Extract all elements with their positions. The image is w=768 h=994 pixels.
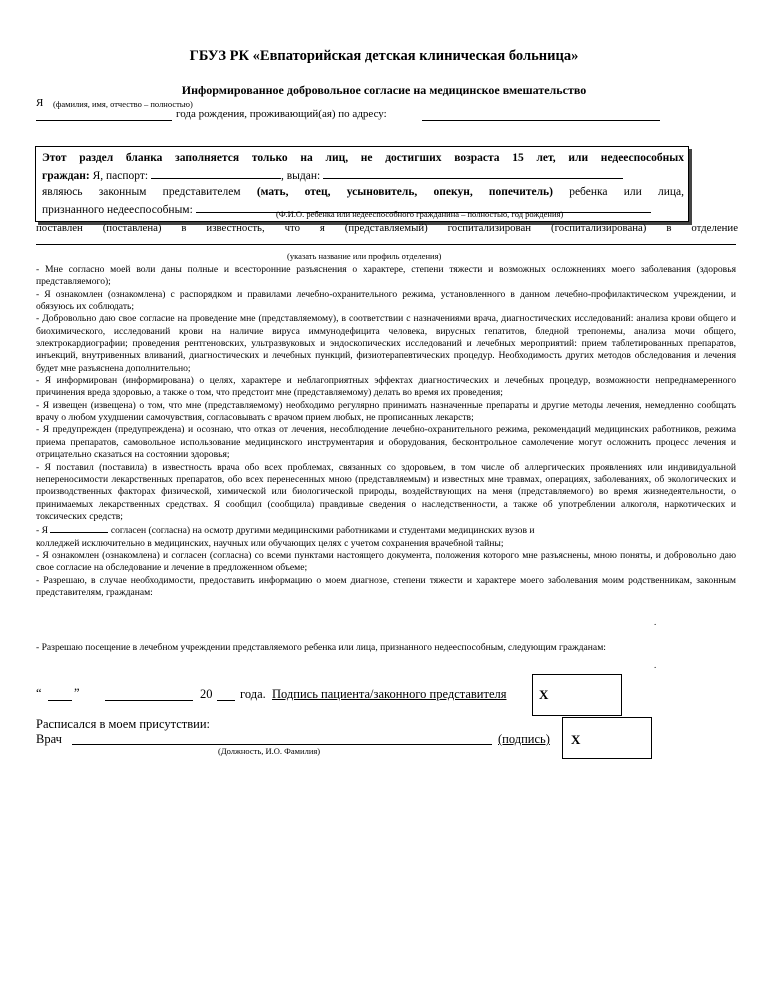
year-suffix: года. (240, 687, 266, 701)
dot-mark: . (654, 617, 657, 627)
clause: - Я предупрежден (предупреждена) и осознаю, что отказ от лечения, несоблюдение лечебно-охранительного режима, рекомендаций медицинских работников, режима приема препаратов, самовольное использование медицинского инструментария и оборудования, бесконтрольное самолечение могут осложнить процесс лечения и отрицательно сказаться на состоянии здоровья; (36, 424, 736, 461)
passport-input-line[interactable] (151, 167, 281, 179)
clause: - Я информирован (информирована) о целях, характере и неблагоприятных эффектах диагностических и лечебных процедур, возможности непреднамеренного причинения вреда здоровью, а также о том, что предстоит мне (представляемому) делать во время их проведения; (36, 375, 736, 399)
open-quote: “ (36, 686, 42, 700)
clause-student-consent-cont: колледжей исключительно в медицинских, научных или обучающих целях с учетом сохранения врачебной тайны; (36, 537, 504, 549)
doctor-name-input-line[interactable] (72, 744, 492, 745)
box-line-3: являюсь законным представителем (мать, отец, усыновитель, опекун, попечитель) ребенка или лица, (42, 186, 685, 198)
department-notice: поставлен (поставлена) в известность, что я (представляемый) госпитализирован (госпитализирована) в отделение (36, 222, 738, 234)
consent-clauses (36, 264, 736, 599)
address-input-line[interactable] (422, 120, 660, 121)
issued-label: , выдан: (281, 170, 321, 182)
doctor-label: Врач (36, 732, 62, 746)
clause: - Я извещен (извещена) о том, что мне (представляемому) необходимо регулярно принимать назначенные препараты и другие методы лечения, немедленно сообщать врачу о любом ухудшении самочувствия, согласовывать с врачом прием любых, не прописанных лекарств; (36, 399, 736, 424)
hospital-title: ГБУЗ РК «Евпаторийская детская клиническая больница» (189, 48, 579, 64)
department-input-line[interactable] (36, 244, 736, 245)
birth-address-label: года рождения, проживающий(ая) по адресу: (176, 108, 387, 120)
incapable-label: признанного недееспособным: (42, 204, 193, 216)
fio-input-line[interactable] (36, 120, 172, 121)
clause: - Разрешаю, в случае необходимости, предоставить информацию о моем диагнозе, степени тяжести и характере моего заболевания моим родственникам, законным представителям, гражданам: (36, 574, 736, 598)
year-prefix: 20 (200, 687, 213, 701)
issued-input-line[interactable] (323, 167, 623, 179)
representative-section (35, 146, 689, 222)
child-fio-hint: (Ф.И.О. ребенка или недееспособного гражданина – полностью, год рождения) (276, 209, 564, 219)
box-citizens-label: граждан: (42, 170, 90, 182)
doctor-sign-hint: (подпись) (498, 732, 550, 746)
month-input-line[interactable] (105, 700, 193, 701)
ya-label: Я (36, 97, 44, 109)
clause: - Я ознакомлен (ознакомлена) с распорядком и правилами лечебно-охранительного режима, установленного в данном лечебно-профилактическом учреждении, и обязуюсь их соблюдать; (36, 288, 736, 313)
box-line-1: Этот раздел бланка заполняется только на лиц, не достигших возраста 15 лет, или недееспособных (42, 152, 684, 164)
clause: - Добровольно даю свое согласие на проведение мне (представляемому), в соответствии с назначениями врача, диагностических исследований: анализа крови общего и биохимического, исследований крови на наличие вируса иммунодефицита человека, вирусных гепатитов, бледной трепонемы, анализа мочи общего, электрокардиографии; проведения рентгеновских, ультразвуковых и эндоскопических исследований и лечебных мероприятий: прием таблетированных препаратов, инъекций, внутривенных вливаний, диагностических и лечебных пункций, физиотерапевтических процедур. Необходимость других методов обследования и лечения будет мне разъяснена дополнительно; (36, 313, 736, 374)
doctor-signature-box[interactable] (562, 717, 652, 759)
x-mark: X (571, 732, 581, 747)
clause-student-consent: - Я согласен (согласна) на осмотр другими медицинскими работниками и студентами медицинских вузов и (36, 525, 535, 537)
clause: - Я поставил (поставила) в известность врача обо всех проблемах, связанных со здоровьем, в том числе об аллергических проявлениях или индивидуальной непереносимости лекарственных препаратов, обо всех перенесенных мною (представляемым) и известных мне травмах, операциях, заболеваниях, об экологических и производственных факторах физической, химической или биологической природы, воздействующих на меня (представляемого) во время жизнедеятельности, о принимаемых лекарственных средствах. Я сообщил (сообщила) правдивые сведения о наследственности, а также об употреблении алкоголя, наркотических и токсических средств; (36, 461, 736, 522)
year-input-line[interactable] (217, 700, 235, 701)
visit-permission: - Разрешаю посещение в лечебном учреждении представляемого ребенка или лица, признанного недееспособным, следующим гражданам: (36, 642, 606, 653)
clause: - Я ознакомлен (ознакомлена) и согласен (согласна) со всеми пунктами настоящего документа, положения которого мне разъяснены, мною поняты, и добровольно даю свое согласие на обследование и лечение в предложенном объеме; (36, 549, 736, 574)
day-input-line[interactable] (48, 700, 72, 701)
patient-sign-label: Подпись пациента/законного представителя (272, 687, 507, 701)
position-hint: (Должность, И.О. Фамилия) (218, 746, 321, 756)
department-hint: (указать название или профиль отделения) (287, 251, 442, 261)
clause: - Мне согласно моей воли даны полные и всесторонние разъяснения о характере, степени тяжести и возможных осложнениях моего заболевания (здоровья представляемого); (36, 264, 736, 288)
dot-mark: . (654, 660, 657, 670)
form-title: Информированное добровольное согласие на медицинское вмешательство (181, 83, 587, 97)
witnessed-label: Расписался в моем присутствии: (36, 717, 211, 731)
consent-blank-line[interactable] (50, 523, 108, 533)
passport-label: Я, паспорт: (92, 170, 149, 182)
close-quote: ” (74, 686, 80, 700)
x-mark: X (539, 687, 549, 702)
patient-signature-box[interactable] (532, 674, 622, 716)
fio-hint: (фамилия, имя, отчество – полностью) (53, 99, 193, 109)
